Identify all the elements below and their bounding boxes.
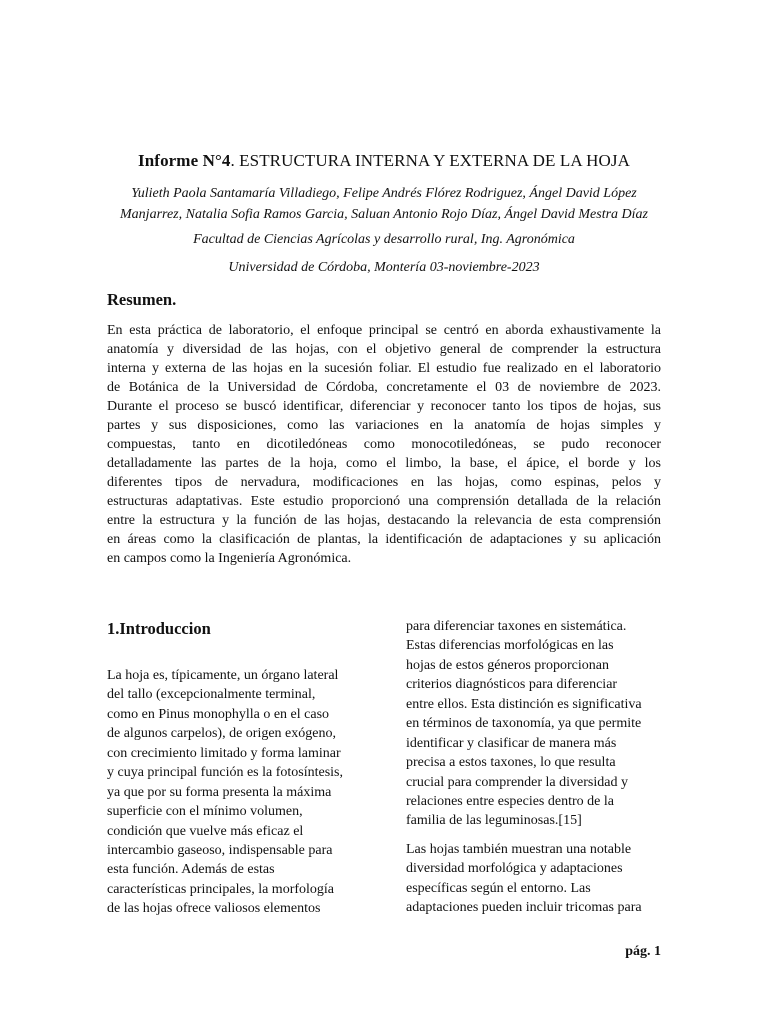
intro-line: en términos de taxonomía, ya que permite — [406, 716, 642, 732]
abstract-paragraph — [107, 321, 661, 568]
intro-line: La hoja es, típicamente, un órgano lateral — [107, 668, 339, 683]
author-list — [112, 183, 656, 225]
page-number: pág. 1 — [625, 944, 661, 959]
intro-left-column — [107, 666, 377, 919]
abstract-line: En esta práctica de laboratorio, el enfoque principal se centró en aborda exhaustivamente la — [107, 323, 661, 338]
report-title — [0, 150, 768, 172]
faculty-affiliation: Facultad de Ciencias Agrícolas y desarrollo rural, Ing. Agronómica — [193, 232, 575, 247]
intro-line: adaptaciones pueden incluir tricomas para — [406, 900, 642, 916]
abstract-line: detalladamente las partes de la hoja, como el limbo, la base, el ápice, el borde y los — [107, 456, 661, 471]
intro-line: precisa a estos taxones, lo que resulta — [406, 755, 616, 771]
intro-line: Las hojas también muestran una notable — [406, 842, 632, 857]
abstract-line: estructuras adaptativas. Este estudio proporcionó una comprensión detallada de la relación — [107, 494, 661, 509]
intro-line: diversidad morfológica y adaptaciones — [406, 861, 623, 877]
intro-line: ya que por su forma presenta la máxima — [107, 784, 332, 800]
intro-line: y cuya principal función es la fotosíntesis, — [107, 765, 343, 781]
intro-line: hojas de estos géneros proporcionan — [406, 657, 609, 673]
intro-right-column-paragraph-1 — [406, 617, 666, 831]
abstract-line: interna y externa de las hojas en la sucesión foliar. El estudio fue realizado en el laboratorio — [107, 361, 661, 376]
abstract-heading: Resumen. — [107, 290, 177, 309]
intro-line: condición que vuelve más eficaz el — [107, 823, 304, 839]
intro-line: identificar y clasificar de manera más — [406, 735, 617, 751]
intro-line: como en Pinus monophylla o en el caso — [107, 706, 330, 722]
intro-line: de las hojas ofrece valiosos elementos — [107, 901, 321, 917]
abstract-line: de Botánica de la Universidad de Córdoba, concretamente el 03 de noviembre de 2023. — [107, 380, 661, 395]
abstract-line: en áreas como la clasificación de plantas, la identificación de adaptaciones y su aplicación — [107, 532, 661, 547]
university-date: Universidad de Córdoba, Montería 03-noviembre-2023 — [228, 260, 540, 275]
intro-line: esta función. Además de estas — [107, 862, 275, 878]
report-title-text: . ESTRUCTURA INTERNA Y EXTERNA DE LA HOJA — [230, 151, 630, 170]
abstract-line: en campos como la Ingeniería Agronómica. — [107, 551, 352, 566]
intro-right-column-paragraph-2 — [406, 840, 666, 918]
intro-line: criterios diagnósticos para diferenciar — [406, 677, 618, 693]
intro-line: de algunos carpelos), de origen exógeno, — [107, 726, 336, 742]
report-title-number: Informe N°4 — [138, 151, 231, 170]
abstract-line: entre la estructura y la función de las hojas, destacando la relevancia de esta comprensión — [107, 513, 661, 528]
abstract-line: diferentes tipos de nervadura, modificaciones en las hojas, como espinas, pelos y — [107, 475, 661, 490]
intro-line: con crecimiento limitado y forma laminar — [107, 745, 341, 761]
author-line: Yulieth Paola Santamaría Villadiego, Felipe Andrés Flórez Rodriguez, Ángel David López — [131, 186, 637, 201]
intro-line: del tallo (excepcionalmente terminal, — [107, 687, 316, 703]
intro-line: características principales, la morfología — [107, 881, 335, 897]
intro-line: crucial para comprender la diversidad y — [406, 774, 628, 790]
intro-line: específicas según el entorno. Las — [406, 880, 591, 896]
author-line: Manjarrez, Natalia Sofia Ramos Garcia, Saluan Antonio Rojo Díaz, Ángel David Mestra Díaz — [120, 207, 648, 222]
intro-line: familia de las leguminosas.[15] — [406, 813, 582, 829]
intro-line: entre ellos. Esta distinción es significativa — [406, 696, 642, 712]
intro-line: superficie con el mínimo volumen, — [107, 804, 303, 820]
intro-line: Estas diferencias morfológicas en las — [406, 638, 614, 654]
intro-line: relaciones entre especies dentro de la — [406, 793, 614, 809]
abstract-line: Durante el proceso se buscó identificar, diferenciar y reconocer tanto los tipos de hojas, sus — [107, 399, 661, 414]
abstract-line: partes y sus disposiciones, como las variaciones en la anatomía de hojas simples y — [107, 418, 661, 433]
abstract-line: compuestas, tanto en dicotiledóneas como monocotiledóneas, se pudo reconocer — [107, 437, 661, 452]
intro-line: intercambio gaseoso, indispensable para — [107, 842, 333, 858]
intro-line: para diferenciar taxones en sistemática. — [406, 619, 627, 634]
section-heading-introduccion: 1.Introduccion — [107, 619, 211, 638]
abstract-line: anatomía y diversidad de las hojas, con el objetivo general de comprender la estructura — [107, 342, 661, 357]
